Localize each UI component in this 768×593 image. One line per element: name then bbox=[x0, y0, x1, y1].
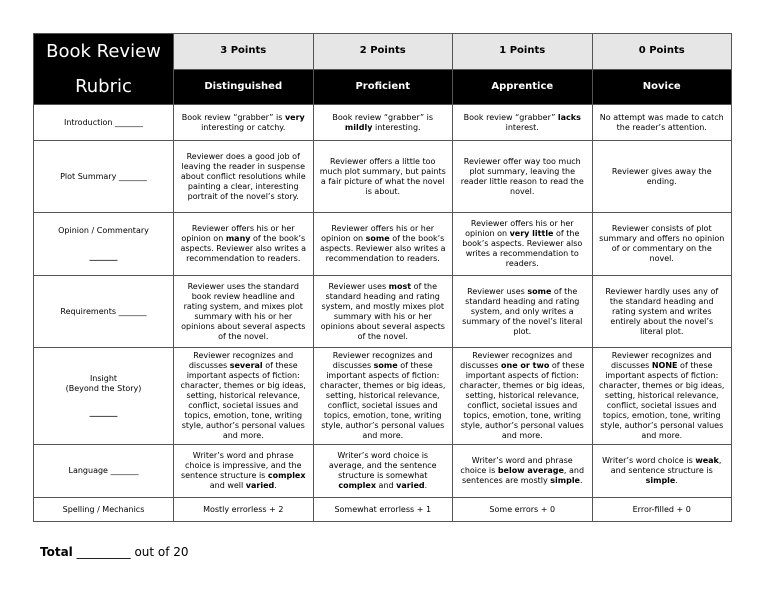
descriptor-cell bbox=[453, 213, 593, 276]
points-header: 1 Points bbox=[453, 34, 593, 70]
level-header: Proficient bbox=[313, 69, 453, 105]
descriptor-text: . bbox=[675, 476, 678, 485]
descriptor-text: of the standard heading and rating system, and mostly mixes plot summary with his or her opinions about several aspects of the novel. bbox=[320, 281, 445, 341]
rubric-title-line1: Book Review bbox=[34, 34, 174, 70]
descriptor-text: of the book’s aspects. Reviewer also writes a recommendation to readers. bbox=[319, 234, 446, 263]
emphasis-text: mildly bbox=[344, 122, 373, 132]
descriptor-text: Reviewer does a good job of leaving the reader in suspense about conflict resolutions while painting a clear, interesting portrait of the novel’s story. bbox=[180, 151, 306, 201]
total-blank: _________ bbox=[76, 545, 131, 559]
descriptor-text: Reviewer recognizes and discusses bbox=[460, 351, 573, 370]
descriptor-cell bbox=[453, 141, 593, 213]
descriptor-text: Book review “grabber” bbox=[463, 112, 558, 122]
descriptor-text: Reviewer offers a little too much plot summary, but paints a fair picture of what the novel is about. bbox=[319, 156, 446, 196]
header-row-points bbox=[34, 34, 732, 70]
descriptor-text: Writer’s word and phrase choice is impressive, and the sentence structure is bbox=[180, 451, 302, 480]
points-header: 0 Points bbox=[592, 34, 732, 70]
descriptor-cell bbox=[592, 141, 732, 213]
descriptor-text: of the book’s aspects. Reviewer also writes a recommendation to readers. bbox=[462, 229, 583, 268]
descriptor-cell bbox=[313, 213, 453, 276]
descriptor-text: Book review “grabber” is bbox=[332, 112, 434, 122]
criterion-label: Requirements _______ bbox=[60, 306, 147, 316]
descriptor-cell bbox=[453, 105, 593, 141]
descriptor-text: Book review “grabber” is bbox=[181, 112, 285, 122]
emphasis-text: most bbox=[388, 281, 412, 291]
descriptor-cell bbox=[453, 445, 593, 498]
emphasis-text: complex bbox=[267, 471, 306, 480]
criterion-label: Language _______ bbox=[68, 466, 139, 475]
descriptor-text: of the standard heading and rating system, and only writes a summary of the novel’s literal plot. bbox=[462, 286, 583, 336]
descriptor-text: interesting or catchy. bbox=[201, 122, 286, 132]
emphasis-text: varied bbox=[245, 481, 275, 490]
descriptor-cell bbox=[174, 498, 314, 522]
total-label: Total bbox=[40, 545, 73, 559]
descriptor-cell bbox=[313, 445, 453, 498]
descriptor-text: Writer’s word choice is average, and the sentence structure is somewhat bbox=[328, 451, 437, 480]
emphasis-text: very little bbox=[509, 229, 554, 238]
criterion-spacer bbox=[40, 394, 167, 408]
points-header: 2 Points bbox=[313, 34, 453, 70]
descriptor-cell bbox=[592, 276, 732, 348]
criterion-label: Opinion / Commentary bbox=[58, 226, 149, 235]
descriptor-cell bbox=[592, 105, 732, 141]
emphasis-text: varied bbox=[396, 481, 425, 490]
criterion-cell bbox=[34, 276, 174, 348]
emphasis-text: one or two bbox=[501, 361, 550, 370]
descriptor-text: Reviewer recognizes and discusses bbox=[332, 351, 433, 370]
score-blank: _______ bbox=[89, 252, 118, 261]
descriptor-text: Reviewer uses the standard book review headline and rating system, and mixes plot summary with his or her opinions about several aspects of the novel. bbox=[181, 281, 306, 341]
total-suffix: out of 20 bbox=[134, 545, 189, 559]
emphasis-text: complex bbox=[338, 481, 376, 490]
descriptor-text: No attempt was made to catch the reader’s attention. bbox=[599, 112, 724, 132]
descriptor-cell bbox=[592, 498, 732, 522]
descriptor-text: Somewhat errorless + 1 bbox=[334, 504, 432, 514]
descriptor-cell bbox=[313, 141, 453, 213]
descriptor-cell bbox=[174, 105, 314, 141]
descriptor-text: Reviewer uses bbox=[328, 281, 389, 291]
criterion-cell bbox=[34, 498, 174, 522]
descriptor-text: and well bbox=[209, 481, 246, 490]
emphasis-text: very bbox=[284, 112, 305, 122]
descriptor-cell bbox=[313, 348, 453, 445]
emphasis-text: some bbox=[373, 361, 398, 370]
rubric-row bbox=[34, 276, 732, 348]
header-row-levels bbox=[34, 69, 732, 105]
descriptor-text: Error-filled + 0 bbox=[632, 504, 691, 514]
descriptor-text: Writer’s word and phrase choice is bbox=[460, 456, 573, 475]
points-header: 3 Points bbox=[174, 34, 314, 70]
descriptor-cell bbox=[313, 105, 453, 141]
descriptor-text: of these important aspects of fiction: character, themes or big ideas, setting, historical relevance, conflict, societal issues and topics, emotion, tone, writing style, author’s personal values and more. bbox=[320, 361, 446, 440]
descriptor-cell bbox=[453, 348, 593, 445]
descriptor-cell bbox=[313, 276, 453, 348]
criterion-sublabel: (Beyond the Story) bbox=[65, 384, 142, 393]
emphasis-text: many bbox=[225, 234, 251, 243]
descriptor-text: Reviewer gives away the ending. bbox=[611, 166, 712, 186]
rubric-row bbox=[34, 105, 732, 141]
rubric-row bbox=[34, 445, 732, 498]
emphasis-text: below average bbox=[497, 466, 564, 475]
descriptor-cell bbox=[174, 276, 314, 348]
descriptor-text: Reviewer hardly uses any of the standard heading and rating system and writes entirely about the novel’s literal plot. bbox=[605, 286, 719, 336]
emphasis-text: NONE bbox=[651, 361, 678, 370]
criterion-cell bbox=[34, 348, 174, 445]
descriptor-text: interest. bbox=[505, 122, 539, 132]
rubric-table bbox=[33, 33, 732, 522]
rubric-body bbox=[34, 34, 732, 522]
descriptor-text: interesting. bbox=[372, 122, 421, 132]
descriptor-text: Reviewer recognizes and discusses bbox=[610, 351, 712, 370]
descriptor-cell bbox=[313, 498, 453, 522]
emphasis-text: simple bbox=[645, 476, 676, 485]
descriptor-text: . bbox=[579, 476, 583, 485]
level-header: Novice bbox=[592, 69, 732, 105]
descriptor-cell bbox=[592, 445, 732, 498]
rubric-row bbox=[34, 141, 732, 213]
criterion-label: Insight bbox=[89, 374, 118, 383]
criterion-label: Introduction _______ bbox=[64, 117, 143, 127]
level-header: Apprentice bbox=[453, 69, 593, 105]
descriptor-cell bbox=[174, 445, 314, 498]
rubric-row bbox=[34, 348, 732, 445]
descriptor-cell bbox=[592, 348, 732, 445]
emphasis-text: lacks bbox=[557, 112, 581, 122]
descriptor-text: of these important aspects of fiction: character, themes or big ideas, setting, historical relevance, conflict, societal issues and topics, emotion, tone, writing style, author’s personal values and more. bbox=[599, 361, 725, 440]
descriptor-text: of these important aspects of fiction: character, themes or big ideas, setting, historical relevance, conflict, societal issues and topics, emotion, tone, writing style, author’s personal values and more. bbox=[180, 361, 306, 440]
level-header: Distinguished bbox=[174, 69, 314, 105]
descriptor-cell bbox=[174, 141, 314, 213]
criterion-cell bbox=[34, 141, 174, 213]
total-line bbox=[40, 545, 189, 559]
descriptor-text: Reviewer offers his or her opinion on bbox=[465, 219, 574, 238]
descriptor-text: , and sentence structure is bbox=[610, 456, 722, 475]
emphasis-text: simple bbox=[550, 476, 580, 485]
criterion-label: Spelling / Mechanics bbox=[62, 504, 145, 514]
descriptor-cell bbox=[592, 213, 732, 276]
criterion-spacer bbox=[40, 236, 167, 252]
descriptor-cell bbox=[174, 348, 314, 445]
criterion-cell bbox=[34, 213, 174, 276]
descriptor-cell bbox=[453, 276, 593, 348]
descriptor-text: Reviewer offer way too much plot summary, leaving the reader little reason to read the novel. bbox=[460, 156, 584, 196]
rubric-row bbox=[34, 498, 732, 522]
score-blank: _______ bbox=[89, 408, 118, 417]
descriptor-text: Some errors + 0 bbox=[489, 504, 556, 514]
emphasis-text: some bbox=[365, 234, 390, 243]
descriptor-text: of these important aspects of fiction: character, themes or big ideas, setting, historical relevance, conflict, societal issues and topics, emotion, tone, writing style, author’s personal values and more. bbox=[459, 361, 585, 440]
descriptor-text: and bbox=[376, 481, 397, 490]
descriptor-text: Reviewer offers his or her opinion on bbox=[321, 224, 435, 243]
descriptor-text: . bbox=[424, 481, 428, 490]
descriptor-text: . bbox=[274, 481, 277, 490]
rubric-row bbox=[34, 213, 732, 276]
descriptor-cell bbox=[453, 498, 593, 522]
descriptor-text: Reviewer uses bbox=[467, 286, 528, 296]
descriptor-text: Reviewer offers his or her opinion on bbox=[181, 224, 295, 243]
emphasis-text: some bbox=[527, 286, 552, 296]
criterion-cell bbox=[34, 105, 174, 141]
descriptor-text: Writer’s word choice is bbox=[602, 456, 696, 465]
descriptor-text: of the book’s aspects. Reviewer also writes a recommendation to readers. bbox=[180, 234, 307, 263]
criterion-cell bbox=[34, 445, 174, 498]
emphasis-text: several bbox=[229, 361, 263, 370]
rubric-title-line2: Rubric bbox=[34, 69, 174, 105]
emphasis-text: weak bbox=[695, 456, 719, 465]
descriptor-text: Reviewer recognizes and discusses bbox=[188, 351, 294, 370]
descriptor-text: Reviewer consists of plot summary and offers no opinion of or commentary on the novel. bbox=[599, 224, 725, 263]
criterion-label: Plot Summary _______ bbox=[60, 171, 147, 181]
descriptor-text: , and sentences are mostly bbox=[461, 466, 585, 485]
descriptor-cell bbox=[174, 213, 314, 276]
descriptor-text: Mostly errorless + 2 bbox=[203, 504, 284, 514]
